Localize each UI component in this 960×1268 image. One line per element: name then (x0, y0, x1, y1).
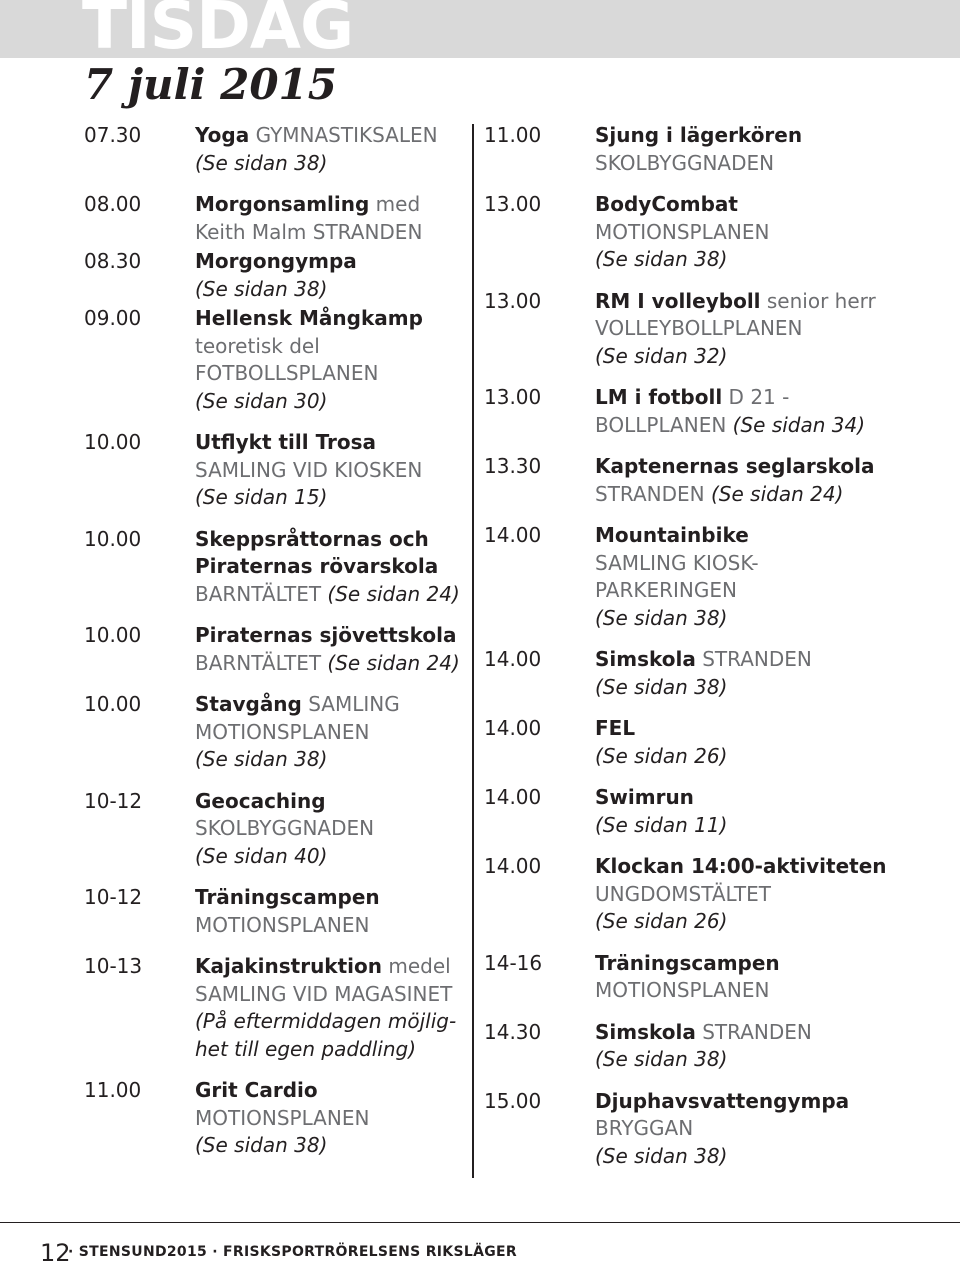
event-line (595, 812, 904, 840)
event-details (195, 191, 464, 246)
event-time: 10-12 (84, 788, 143, 813)
date-heading: 7 juli 2015 (84, 60, 338, 109)
event-details (595, 715, 904, 770)
schedule-column-right (484, 122, 904, 1170)
event-location: SAMLING VID MAGASINET (195, 981, 453, 1006)
event-line (195, 429, 464, 457)
event-page-reference: (Se sidan 26) (595, 743, 728, 768)
event-time: 14.00 (484, 523, 542, 547)
event-time: 10-13 (84, 954, 143, 978)
event-location: BOLLPLANEN (595, 412, 733, 437)
event-details (595, 522, 904, 632)
event-page-reference: (Se sidan 38) (595, 605, 728, 630)
event-line (595, 481, 904, 509)
event-line (195, 815, 464, 843)
schedule-event (84, 1077, 464, 1160)
event-line (195, 150, 464, 178)
event-location: SAMLING KIOSK- (595, 550, 759, 575)
schedule-event (84, 191, 464, 246)
event-page-reference: (Se sidan 38) (195, 747, 328, 771)
event-line (195, 788, 464, 816)
event-line (595, 853, 904, 881)
schedule-event (84, 622, 464, 677)
event-details (595, 1019, 904, 1074)
event-details (595, 288, 904, 371)
event-line (595, 646, 904, 674)
event-page-reference: het till egen paddling) (195, 1036, 417, 1061)
event-time: 11.00 (84, 1078, 142, 1102)
event-time: 10.00 (84, 692, 142, 716)
event-line (595, 1143, 904, 1171)
schedule-event (84, 526, 464, 609)
event-details (595, 853, 904, 936)
event-title: Träningscampen (195, 885, 380, 909)
event-details (195, 122, 464, 177)
event-title: Kaptenernas seglarskola (595, 454, 875, 478)
event-time: 14.00 (484, 854, 542, 878)
event-title: Piraternas sjövettskola (195, 623, 457, 647)
event-details (595, 384, 904, 439)
event-details (195, 429, 464, 512)
schedule-event (484, 122, 904, 177)
event-line (595, 150, 904, 178)
event-line (195, 388, 464, 416)
schedule-event (484, 1088, 904, 1171)
event-details (595, 191, 904, 274)
event-location: PARKERINGEN (595, 578, 737, 602)
schedule-event (84, 429, 464, 512)
event-title: Mountainbike (595, 523, 749, 547)
event-line (595, 315, 904, 343)
event-title: Yoga (195, 123, 250, 147)
event-page-reference: (Se sidan 40) (195, 843, 328, 868)
event-location: BARNTÄLTET (195, 581, 328, 606)
event-line (595, 577, 904, 605)
event-page-reference: (Se sidan 38) (195, 1133, 328, 1157)
event-location: VOLLEYBOLLPLANEN (595, 316, 803, 340)
schedule-event (84, 884, 464, 939)
event-time: 14.30 (484, 1019, 542, 1044)
event-line (195, 746, 464, 774)
event-time: 10-12 (84, 885, 143, 909)
event-time: 09.00 (84, 306, 142, 330)
event-title-suffix: senior herr (760, 288, 876, 313)
schedule-event (484, 853, 904, 936)
schedule-event (84, 305, 464, 415)
event-title: LM i fotboll (595, 385, 723, 409)
event-line (595, 605, 904, 633)
event-line (195, 1132, 464, 1160)
event-page-reference: (Se sidan 30) (195, 388, 328, 413)
event-details (595, 784, 904, 839)
event-location: SKOLBYGGNADEN (595, 150, 775, 175)
event-line (195, 912, 464, 940)
event-time: 11.00 (484, 123, 542, 147)
event-time: 15.00 (484, 1088, 542, 1113)
event-time: 08.30 (84, 249, 142, 273)
column-divider (472, 124, 474, 1178)
event-title-suffix: STRANDEN (695, 1019, 812, 1044)
schedule-event (484, 950, 904, 1005)
event-details (595, 1088, 904, 1171)
event-title-suffix: D 21 - (722, 385, 790, 409)
event-details (595, 646, 904, 701)
event-line (595, 1088, 904, 1116)
schedule-event (84, 248, 464, 303)
event-time: 08.00 (84, 192, 142, 216)
event-location: Keith Malm STRANDEN (195, 219, 423, 244)
event-details (195, 1077, 464, 1160)
event-time: 10.00 (84, 526, 142, 551)
event-location: GYMNASTIKSALEN (255, 123, 438, 147)
event-page-reference: (Se sidan 24) (327, 581, 460, 606)
footer-text: · STENSUND2015 · FRISKSPORTRÖRELSENS RIKSLÄGER (68, 1244, 517, 1260)
event-title: Swimrun (595, 785, 694, 809)
event-location: teoretisk del (195, 333, 320, 358)
schedule-event (484, 1019, 904, 1074)
event-location: SAMLING VID KIOSKEN (195, 457, 423, 482)
event-line (195, 219, 464, 247)
event-title-suffix: SAMLING (301, 692, 400, 716)
event-line (195, 650, 464, 678)
event-details (195, 953, 464, 1063)
event-time: 14-16 (484, 950, 543, 975)
event-location: SKOLBYGGNADEN (195, 816, 375, 840)
event-time: 13.00 (484, 385, 542, 409)
event-page-reference: (Se sidan 38) (595, 674, 728, 699)
event-line (195, 1036, 464, 1064)
event-details (595, 122, 904, 177)
event-details (595, 950, 904, 1005)
event-line (195, 622, 464, 650)
event-line (595, 674, 904, 702)
event-time: 10.00 (84, 430, 142, 454)
event-line (595, 1115, 904, 1143)
event-title: Utflykt till Trosa (195, 430, 377, 454)
event-title: Stavgång (195, 692, 302, 716)
event-line (195, 953, 464, 981)
event-title: Morgongympa (195, 249, 357, 273)
event-details (195, 622, 464, 677)
event-location: MOTIONSPLANEN (195, 1105, 370, 1130)
event-line (195, 581, 464, 609)
schedule-event (484, 715, 904, 770)
event-line (195, 1105, 464, 1133)
event-title: RM I volleyboll (595, 288, 761, 313)
event-title: Simskola (595, 647, 696, 671)
schedule-event (484, 453, 904, 508)
event-page-reference: (Se sidan 38) (595, 1143, 728, 1168)
event-title-suffix: med (369, 192, 421, 216)
event-title: Träningscampen (595, 950, 780, 975)
event-page-reference: (Se sidan 32) (595, 343, 728, 368)
schedule-event (484, 288, 904, 371)
event-line (195, 122, 464, 150)
event-line (195, 526, 464, 554)
event-line (195, 457, 464, 485)
event-title: Piraternas rövarskola (195, 554, 439, 578)
event-line (195, 1077, 464, 1105)
event-page-reference: (Se sidan 11) (595, 812, 728, 837)
event-line (195, 981, 464, 1009)
event-line (595, 246, 904, 274)
event-line (195, 191, 464, 219)
event-page-reference: (Se sidan 15) (195, 485, 328, 509)
schedule-event (484, 384, 904, 439)
event-line (595, 1046, 904, 1074)
event-title: FEL (595, 716, 636, 740)
event-page-reference: (Se sidan 26) (595, 909, 728, 933)
schedule-event (484, 784, 904, 839)
event-line (595, 384, 904, 412)
event-time: 14.00 (484, 716, 542, 740)
event-line (595, 908, 904, 936)
event-line (195, 719, 464, 747)
event-title: Klockan 14:00-aktiviteten (595, 854, 887, 878)
event-title: Hellensk Mångkamp (195, 306, 423, 330)
footer-rule (0, 1222, 960, 1223)
event-line (195, 553, 464, 581)
event-title: Djuphavsvattengympa (595, 1088, 850, 1113)
event-details (195, 305, 464, 415)
event-page-reference: (Se sidan 38) (195, 276, 328, 301)
event-line (595, 784, 904, 812)
event-location: STRANDEN (595, 481, 711, 506)
schedule-event (484, 646, 904, 701)
event-line (595, 122, 904, 150)
event-line (595, 977, 904, 1005)
event-title: Skeppsråttornas och (195, 526, 429, 551)
event-details (195, 884, 464, 939)
event-line (595, 191, 904, 219)
event-line (195, 333, 464, 361)
event-line (195, 484, 464, 512)
schedule-event (484, 522, 904, 632)
event-title: BodyCombat (595, 192, 738, 216)
schedule-event (84, 953, 464, 1063)
event-line (595, 881, 904, 909)
event-page-reference: (Se sidan 24) (327, 650, 460, 675)
event-page-reference: (Se sidan 38) (195, 150, 328, 175)
schedule-column-left (84, 122, 464, 1160)
event-line (195, 1008, 464, 1036)
event-line (195, 276, 464, 304)
event-details (195, 248, 464, 303)
event-location: MOTIONSPLANEN (195, 912, 370, 937)
event-location: BARNTÄLTET (195, 650, 328, 675)
event-line (595, 412, 904, 440)
event-line (195, 691, 464, 719)
event-line (595, 219, 904, 247)
event-line (195, 843, 464, 871)
event-time: 14.00 (484, 785, 542, 809)
event-line (595, 288, 904, 316)
event-location: MOTIONSPLANEN (595, 219, 770, 244)
event-location: UNGDOMSTÄLTET (595, 881, 771, 906)
schedule-event (84, 788, 464, 871)
event-line (195, 360, 464, 388)
event-time: 13.00 (484, 288, 542, 313)
event-title: Simskola (595, 1019, 696, 1044)
event-line (195, 305, 464, 333)
event-location: MOTIONSPLANEN (195, 719, 370, 744)
event-location: MOTIONSPLANEN (595, 978, 770, 1002)
event-title: Morgonsamling (195, 192, 370, 216)
event-page-reference: (Se sidan 24) (711, 481, 844, 506)
event-location: FOTBOLLSPLANEN (195, 361, 379, 385)
event-line (595, 1019, 904, 1047)
event-details (195, 526, 464, 609)
event-time: 07.30 (84, 123, 142, 147)
schedule-event (484, 191, 904, 274)
schedule-event (84, 122, 464, 177)
event-line (595, 453, 904, 481)
event-line (595, 522, 904, 550)
event-time: 13.00 (484, 192, 542, 216)
event-details (195, 691, 464, 774)
event-line (195, 884, 464, 912)
schedule-event (84, 691, 464, 774)
event-line (595, 343, 904, 371)
event-details (195, 788, 464, 871)
event-page-reference: (Se sidan 38) (595, 247, 728, 271)
event-title: Grit Cardio (195, 1078, 318, 1102)
event-line (195, 248, 464, 276)
day-heading: TISDAG (82, 0, 354, 64)
event-time: 14.00 (484, 647, 542, 671)
event-line (595, 715, 904, 743)
event-details (595, 453, 904, 508)
event-page-reference: (Se sidan 34) (732, 412, 866, 437)
event-title: Kajakinstruktion (195, 954, 383, 978)
event-page-reference: (På eftermiddagen möjlig- (195, 1009, 457, 1033)
event-page-reference: (Se sidan 38) (595, 1047, 728, 1071)
event-line (595, 550, 904, 578)
event-title-suffix: medel (382, 954, 451, 978)
event-title-suffix: STRANDEN (695, 647, 812, 671)
event-time: 10.00 (84, 623, 142, 647)
event-location: BRYGGAN (595, 1116, 694, 1140)
event-line (595, 743, 904, 771)
page-number: 12 (40, 1239, 71, 1267)
event-title: Sjung i lägerkören (595, 123, 803, 147)
event-title: Geocaching (195, 788, 326, 813)
event-line (595, 950, 904, 978)
event-time: 13.30 (484, 454, 542, 478)
